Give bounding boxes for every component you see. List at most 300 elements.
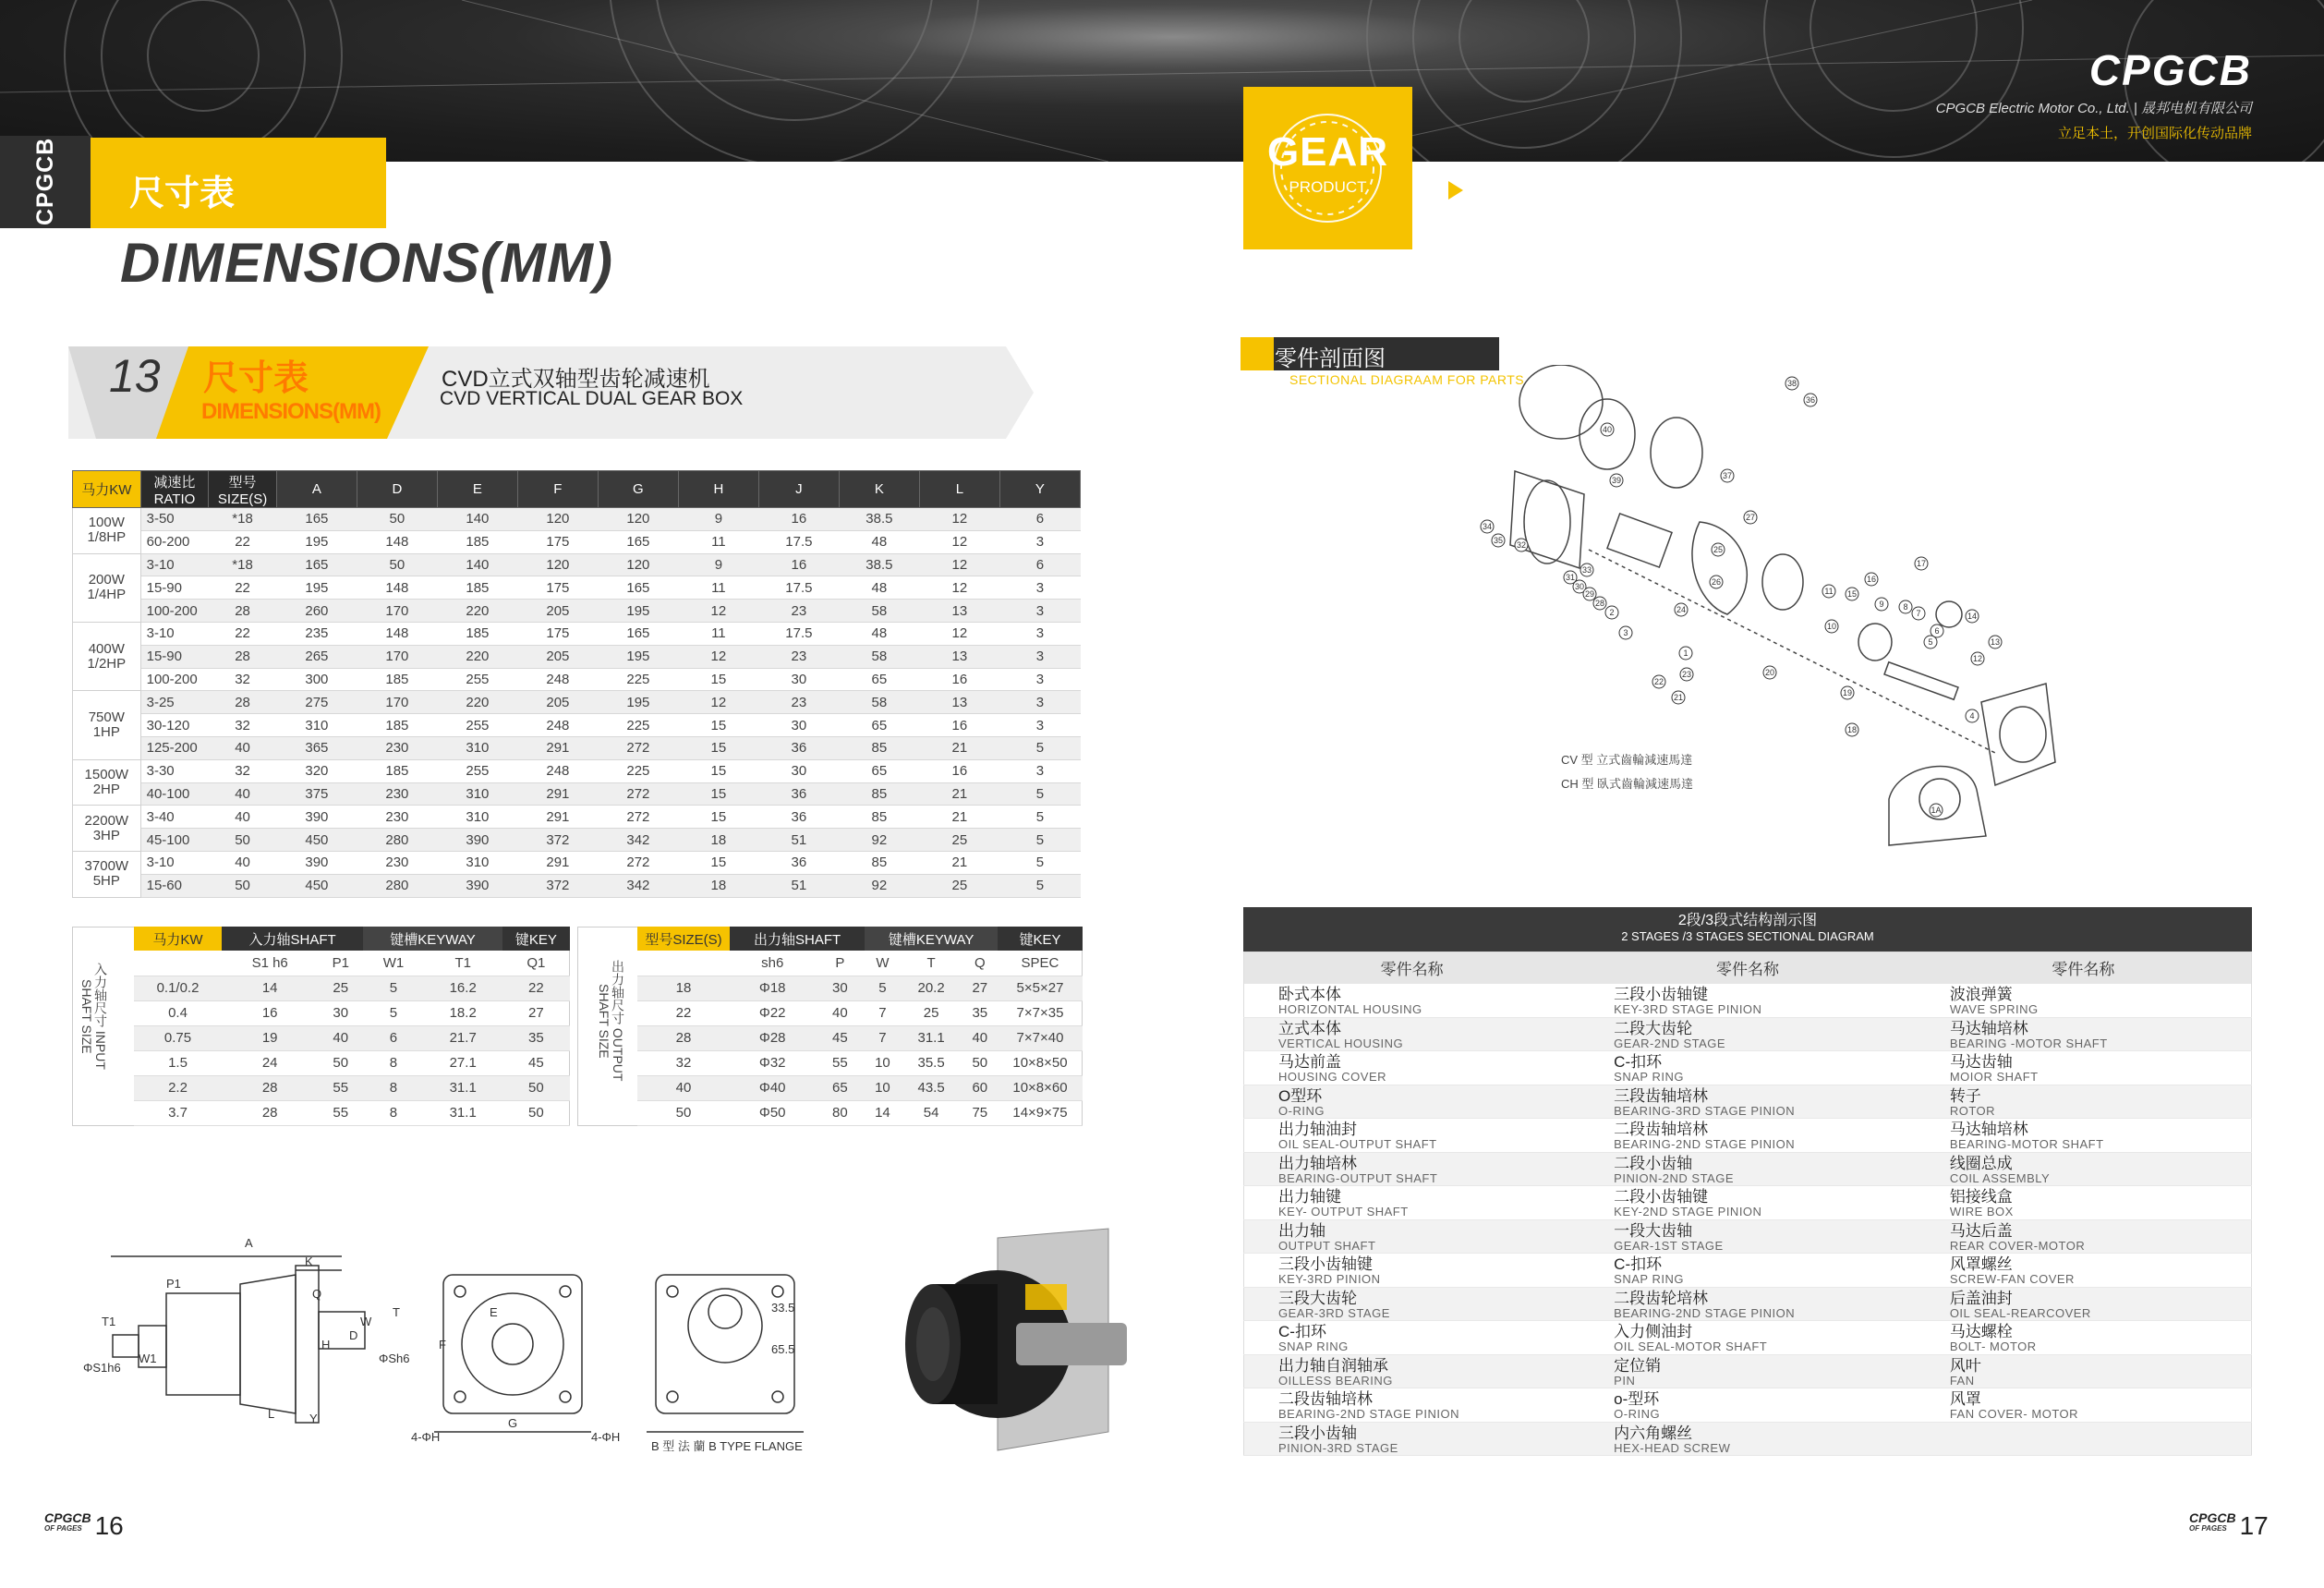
- dimension-cell: 13: [919, 691, 999, 714]
- dim-label-t: T: [393, 1305, 400, 1319]
- parts-row: [1244, 1085, 2252, 1119]
- part-name-en: GEAR-3RD STAGE: [1278, 1305, 1390, 1320]
- callout-number: 33: [1581, 565, 1592, 575]
- footer-logo: CPGCB OF PAGES: [2189, 1510, 2236, 1533]
- shaft-cell: 40: [318, 1025, 363, 1050]
- dim-label-hole1: 4-ΦH: [411, 1430, 441, 1444]
- section-label-en: DIMENSIONS(MM): [201, 399, 381, 424]
- parts-section-title-en: SECTIONAL DIAGRAAM FOR PARTS: [1289, 372, 1525, 387]
- dim-label-w1: W1: [139, 1352, 157, 1365]
- part-name-en: OILLESS BEARING: [1278, 1373, 1393, 1388]
- callout-number: 25: [1713, 545, 1724, 554]
- input_table-row: [134, 1100, 570, 1125]
- shaft-cell: Φ22: [730, 1000, 815, 1025]
- part-name-cell: [1916, 1287, 2252, 1321]
- callout-number: 20: [1764, 668, 1775, 677]
- dimension-cell: 28: [209, 691, 277, 714]
- part-name-cell: [1244, 1219, 1580, 1254]
- dimension-cell: 390: [437, 829, 517, 852]
- dimension-cell: 25: [919, 829, 999, 852]
- shaft-cell: 55: [318, 1075, 363, 1100]
- dimension-cell: 40: [209, 782, 277, 806]
- part-name-zh: 后盖油封: [1949, 1289, 2013, 1307]
- part-name-zh: 风罩螺丝: [1949, 1255, 2013, 1273]
- dimension-cell: 280: [357, 874, 437, 897]
- dimension-row: [73, 508, 1081, 531]
- dimension-cell: 21: [919, 851, 999, 874]
- part-name-en: PIN: [1614, 1373, 1636, 1388]
- dimension-cell: 30: [758, 759, 839, 782]
- power-watts: 3700W: [84, 858, 129, 875]
- dimension-cell: 3: [999, 691, 1080, 714]
- shaft-cell: 20.2: [901, 976, 962, 1000]
- dimension-cell: 21: [919, 736, 999, 759]
- part-name-cell: [1580, 1186, 1916, 1220]
- input_table-row: [134, 1050, 570, 1075]
- dimension-cell: 230: [357, 851, 437, 874]
- shaft-cell: 28: [222, 1075, 318, 1100]
- shaft-cell: 35: [962, 1000, 998, 1025]
- dimension-cell: 9: [678, 553, 758, 576]
- dimension-row: [73, 622, 1081, 645]
- dimension-cell: 16: [919, 714, 999, 737]
- shaft-cell: 28: [637, 1025, 730, 1050]
- shaft-cell: 45: [815, 1025, 865, 1050]
- dimension-row: [73, 668, 1081, 691]
- housing-cover-part: [1692, 522, 1747, 614]
- shaft-cell: 50: [502, 1075, 570, 1100]
- dimension-cell: 58: [839, 691, 919, 714]
- flange-view-drawing: [434, 1275, 591, 1432]
- dim-label-g: G: [508, 1416, 518, 1430]
- power-rating-cell: [73, 622, 141, 690]
- shaft-cell: 28: [222, 1100, 318, 1125]
- output_table-row: [637, 1000, 1083, 1025]
- dimension-cell: 248: [517, 714, 598, 737]
- dimension-cell: *18: [209, 553, 277, 576]
- output-header-shaft: 出力轴SHAFT: [730, 927, 865, 951]
- shaft-cell: 18: [637, 976, 730, 1000]
- dimension-cell: 3: [999, 714, 1080, 737]
- shaft-cell: 21.7: [424, 1025, 502, 1050]
- dimension-col-header: D: [357, 471, 437, 508]
- dimension-cell: 51: [758, 829, 839, 852]
- dimension-row: [73, 600, 1081, 623]
- part-name-cell: [1244, 1017, 1580, 1051]
- dimension-cell: 310: [437, 782, 517, 806]
- dimension-cell: 100-200: [140, 600, 209, 623]
- callout-number: 17: [1916, 559, 1927, 568]
- part-name-cell: [1916, 1186, 2252, 1220]
- part-name-en: OIL SEAL-MOTOR SHAFT: [1614, 1339, 1768, 1353]
- dimension-cell: 32: [209, 759, 277, 782]
- part-name-zh: C-扣环: [1278, 1323, 1326, 1340]
- part-name-zh: 马达轴培林: [1949, 1019, 2028, 1037]
- dimension-cell: 92: [839, 874, 919, 897]
- dim-label-t1: T1: [102, 1315, 116, 1328]
- dimension-col-header: Y: [999, 471, 1080, 508]
- dimension-row: [73, 851, 1081, 874]
- shaft-cell: 30: [815, 976, 865, 1000]
- dimension-cell: 17.5: [758, 530, 839, 553]
- parts-row: [1244, 1354, 2252, 1388]
- dimension-cell: 185: [357, 714, 437, 737]
- callout-number: 18: [1846, 725, 1858, 734]
- dim-label-s1h6: ΦS1h6: [83, 1361, 121, 1375]
- dimension-cell: 170: [357, 600, 437, 623]
- subheader-cell: W1: [363, 951, 423, 976]
- dimension-cell: 32: [209, 668, 277, 691]
- dimension-row: [73, 530, 1081, 553]
- dimension-cell: 15-90: [140, 645, 209, 668]
- callout-number: 13: [1990, 637, 2001, 647]
- part-name-cell: [1580, 1254, 1916, 1288]
- callout-number: 38: [1786, 379, 1797, 388]
- dimension-cell: 65: [839, 668, 919, 691]
- dimension-cell: 195: [276, 576, 357, 600]
- dim-label-hole2: 4-ΦH: [591, 1430, 621, 1444]
- callout-number: 1: [1683, 649, 1689, 658]
- part-name-en: VERTICAL HOUSING: [1278, 1036, 1404, 1050]
- shaft-cell: 32: [637, 1050, 730, 1075]
- subheader-cell: S1 h6: [222, 951, 318, 976]
- callout-number: 10: [1826, 622, 1837, 631]
- dimension-cell: 40: [209, 851, 277, 874]
- part-name-cell: [1580, 1354, 1916, 1388]
- part-name-en: KEY-3RD PINION: [1278, 1272, 1381, 1286]
- shaft-cell: 43.5: [901, 1075, 962, 1100]
- shaft-cell: 55: [815, 1050, 865, 1075]
- dimension-cell: 12: [919, 530, 999, 553]
- dimension-cell: 58: [839, 600, 919, 623]
- dimension-col-header: 减速比RATIO: [140, 471, 209, 508]
- dimension-cell: 372: [517, 874, 598, 897]
- shaft-cell: 25: [901, 1000, 962, 1025]
- part-name-en: GEAR-2ND STAGE: [1614, 1036, 1726, 1050]
- shaft-cell: 24: [222, 1050, 318, 1075]
- dimension-cell: 120: [517, 508, 598, 531]
- callout-number: 39: [1611, 476, 1622, 485]
- parts-row: [1244, 1152, 2252, 1186]
- dimension-cell: 165: [598, 530, 678, 553]
- dimension-cell: 195: [276, 530, 357, 553]
- part-name-zh: 马达轴培林: [1949, 1121, 2028, 1138]
- part-name-cell: [1244, 1388, 1580, 1423]
- input-shaft-side-label: 入力轴尺寸 INPUT SHAFT SIZE: [79, 963, 108, 1070]
- part-name-cell: [1244, 1254, 1580, 1288]
- dimension-col-header: J: [758, 471, 839, 508]
- subheader-cell: SPEC: [998, 951, 1083, 976]
- dimension-cell: 5: [999, 829, 1080, 852]
- part-name-en: BOLT- MOTOR: [1949, 1339, 2037, 1353]
- part-name-cell: [1916, 1085, 2252, 1119]
- callout-number: 7: [1916, 609, 1921, 618]
- dimension-cell: 255: [437, 714, 517, 737]
- dimension-cell: 30: [758, 668, 839, 691]
- part-name-zh: 出力轴油封: [1278, 1121, 1357, 1138]
- input_table-row: [134, 1000, 570, 1025]
- dimension-cell: *18: [209, 508, 277, 531]
- dimension-cell: 235: [276, 622, 357, 645]
- footer-logo: CPGCB OF PAGES: [44, 1510, 91, 1533]
- dimension-cell: 185: [357, 668, 437, 691]
- part-name-zh: 定位销: [1614, 1356, 1662, 1375]
- callout-number: 19: [1842, 688, 1853, 697]
- dimension-cell: 23: [758, 600, 839, 623]
- dimension-cell: 23: [758, 691, 839, 714]
- dimension-cell: 225: [598, 759, 678, 782]
- part-name-en: SNAP RING: [1614, 1272, 1684, 1286]
- parts-row: [1244, 984, 2252, 1018]
- part-name-zh: C-扣环: [1614, 1255, 1663, 1273]
- shaft-cell: 14: [865, 1100, 900, 1125]
- dim-label-d: D: [349, 1328, 358, 1342]
- dimension-cell: 3-10: [140, 553, 209, 576]
- dimension-cell: 23: [758, 645, 839, 668]
- dimension-col-header: E: [437, 471, 517, 508]
- part-name-en: ROTOR: [1949, 1103, 1996, 1118]
- page-title-en: DIMENSIONS(MM): [120, 232, 613, 294]
- dimension-cell: 148: [357, 576, 437, 600]
- callout-number: 15: [1846, 589, 1858, 599]
- dimension-cell: 12: [919, 576, 999, 600]
- power-watts: 2200W: [84, 812, 129, 829]
- power-rating-cell: [73, 759, 141, 806]
- dimension-cell: 18: [678, 874, 758, 897]
- output-shaft-table: [637, 927, 1083, 1126]
- dimension-cell: 6: [999, 553, 1080, 576]
- part-name-cell: [1580, 1321, 1916, 1355]
- dimension-cell: 260: [276, 600, 357, 623]
- part-name-en: MOIOR SHAFT: [1949, 1070, 2039, 1084]
- dimension-cell: 36: [758, 806, 839, 829]
- shaft-cell: 31.1: [901, 1025, 962, 1050]
- shaft-cell: 0.1/0.2: [134, 976, 222, 1000]
- shaft-cell: 8: [363, 1050, 423, 1075]
- dimension-row: [73, 714, 1081, 737]
- dimension-cell: 272: [598, 806, 678, 829]
- shaft-cell: 22: [637, 1000, 730, 1025]
- dimension-cell: 30-120: [140, 714, 209, 737]
- input-shaft-table: [134, 927, 570, 1126]
- part-name-cell: [1580, 984, 1916, 1018]
- part-name-zh: o-型环: [1614, 1390, 1660, 1408]
- subheader-cell: Q1: [502, 951, 570, 976]
- dimension-cell: 148: [357, 530, 437, 553]
- technical-drawings: [74, 1219, 1127, 1469]
- dimension-cell: 205: [517, 600, 598, 623]
- dimension-col-header: A: [276, 471, 357, 508]
- dimension-cell: 85: [839, 736, 919, 759]
- dimension-cell: 272: [598, 782, 678, 806]
- dimension-row: [73, 553, 1081, 576]
- cv-type-note: CV 型 立式齒輪減速馬達: [1561, 753, 1693, 767]
- dimension-cell: 85: [839, 782, 919, 806]
- dimension-cell: 3: [999, 622, 1080, 645]
- part-name-en: HOUSING COVER: [1278, 1070, 1387, 1084]
- parts-table-header: [1244, 952, 2252, 984]
- shaft-cell: 31.1: [424, 1075, 502, 1100]
- part-name-zh: 入力侧油封: [1614, 1323, 1693, 1340]
- dimension-cell: 185: [437, 576, 517, 600]
- footer-left: [44, 1511, 124, 1541]
- dimension-cell: 3: [999, 530, 1080, 553]
- dimension-cell: 15: [678, 736, 758, 759]
- part-name-en: O-RING: [1614, 1407, 1661, 1421]
- dimension-cell: 21: [919, 806, 999, 829]
- dimension-cell: 6: [999, 508, 1080, 531]
- shaft-cell: 7: [865, 1025, 900, 1050]
- part-name-en: PINION-2ND STAGE: [1614, 1170, 1735, 1185]
- callout-number: 6: [1934, 626, 1940, 636]
- dimension-cell: 230: [357, 806, 437, 829]
- part-name-en: PINION-3RD STAGE: [1278, 1440, 1398, 1455]
- input_table-row: [134, 1075, 570, 1100]
- dimension-cell: 265: [276, 645, 357, 668]
- shaft-cell: 50: [637, 1100, 730, 1125]
- dimension-cell: 15-60: [140, 874, 209, 897]
- dim-label-w: W: [360, 1315, 372, 1328]
- dimension-cell: 390: [276, 806, 357, 829]
- section-label-zh: 尺寸表: [203, 359, 309, 398]
- shaft-cell: 2.2: [134, 1075, 222, 1100]
- dimension-cell: 140: [437, 553, 517, 576]
- dimension-cell: 40-100: [140, 782, 209, 806]
- dimension-cell: 11: [678, 530, 758, 553]
- shaft-cell: 35: [502, 1025, 570, 1050]
- part-name-cell: [1244, 1152, 1580, 1186]
- shaft-cell: 45: [502, 1050, 570, 1075]
- part-name-en: HEX-HEAD SCREW: [1614, 1440, 1731, 1455]
- dimension-cell: 3-30: [140, 759, 209, 782]
- brand-tagline: 立足本土，开创国际化传动品牌: [2057, 126, 2252, 141]
- parts-row: [1244, 1017, 2252, 1051]
- output-header-key: 键KEY: [998, 927, 1083, 951]
- shaft-cell: 8: [363, 1075, 423, 1100]
- part-name-en: SNAP RING: [1278, 1339, 1349, 1353]
- part-name-en: SCREW-FAN COVER: [1949, 1272, 2075, 1286]
- part-name-cell: [1580, 1422, 1916, 1456]
- part-name-zh: 二段齿轴培林: [1614, 1121, 1709, 1138]
- dim-label-sh6: ΦSh6: [379, 1352, 410, 1365]
- dimension-cell: 165: [598, 576, 678, 600]
- part-name-cell: [1916, 1321, 2252, 1355]
- dimension-cell: 248: [517, 668, 598, 691]
- dimension-cell: 25: [919, 874, 999, 897]
- page-number-right: 17: [2239, 1511, 2269, 1540]
- part-name-cell: [1916, 984, 2252, 1018]
- dimension-cell: 3: [999, 759, 1080, 782]
- dimension-cell: 310: [437, 851, 517, 874]
- callout-number: 24: [1676, 605, 1687, 614]
- dimension-cell: 5: [999, 806, 1080, 829]
- power-watts: 400W: [88, 640, 125, 657]
- parts-col-header: 零件名称: [1916, 952, 2252, 984]
- dimension-cell: 12: [678, 645, 758, 668]
- part-name-en: REAR COVER-MOTOR: [1949, 1238, 2086, 1253]
- input-header-keyway: 键槽KEYWAY: [363, 927, 502, 951]
- dimension-cell: 5: [999, 851, 1080, 874]
- dimension-cell: 3: [999, 645, 1080, 668]
- dimension-cell: 310: [437, 736, 517, 759]
- company-name: CPGCB Electric Motor Co., Ltd. | 晟邦电机有限公司: [1935, 101, 2252, 116]
- dimension-cell: 17.5: [758, 622, 839, 645]
- shaft-cell: 40: [962, 1025, 998, 1050]
- part-name-zh: 出力轴: [1278, 1221, 1325, 1240]
- dimension-cell: 248: [517, 759, 598, 782]
- footer-sub: OF PAGES: [44, 1524, 82, 1533]
- dimension-cell: 12: [919, 553, 999, 576]
- output-shaft-side-label: 出力轴尺寸 OUTPUT SHAFT SIZE: [597, 960, 625, 1082]
- dimension-cell: 342: [598, 829, 678, 852]
- rear-cover-part: [1651, 418, 1702, 488]
- dimension-cell: 16: [919, 668, 999, 691]
- dimension-cell: 50: [209, 874, 277, 897]
- dimension-row: [73, 829, 1081, 852]
- power-hp: 1/4HP: [87, 587, 127, 603]
- shaft-cell: 10×8×50: [998, 1050, 1083, 1075]
- dimension-cell: 148: [357, 622, 437, 645]
- shaft-cell: 65: [815, 1075, 865, 1100]
- shaft-cell: 7×7×40: [998, 1025, 1083, 1050]
- dimension-cell: 28: [209, 600, 277, 623]
- part-name-cell: [1580, 1152, 1916, 1186]
- parts-name-table: [1243, 952, 2252, 1456]
- dimension-cell: 15: [678, 851, 758, 874]
- callout-number: 11: [1824, 587, 1834, 596]
- power-hp: 5HP: [92, 873, 120, 890]
- dimension-cell: 11: [678, 622, 758, 645]
- part-name-zh: 出力轴键: [1278, 1188, 1341, 1206]
- dimension-cell: 38.5: [839, 508, 919, 531]
- parts-row: [1244, 1219, 2252, 1254]
- part-name-en: OIL SEAL-OUTPUT SHAFT: [1278, 1137, 1437, 1151]
- dimension-cell: 291: [517, 806, 598, 829]
- shaft-cell: 10: [865, 1075, 900, 1100]
- shaft-cell: 5: [363, 976, 423, 1000]
- dimension-cell: 40: [209, 806, 277, 829]
- dimension-cell: 185: [437, 530, 517, 553]
- part-name-en: OUTPUT SHAFT: [1278, 1238, 1376, 1253]
- dimension-cell: 120: [598, 553, 678, 576]
- subheader-cell: [637, 951, 730, 976]
- dimension-cell: 272: [598, 851, 678, 874]
- part-name-cell: [1916, 1017, 2252, 1051]
- dimension-cell: 291: [517, 851, 598, 874]
- part-name-en: BEARING-2ND STAGE PINION: [1614, 1305, 1796, 1320]
- dimension-cell: 12: [919, 508, 999, 531]
- dim-label-65-5: 65.5: [771, 1342, 795, 1356]
- parts-table-title-zh: 2段/3段式结构剖示图: [1677, 913, 1818, 928]
- shaft-cell: 10×8×60: [998, 1075, 1083, 1100]
- dimension-col-header: K: [839, 471, 919, 508]
- dimension-cell: 18: [678, 829, 758, 852]
- ch-type-note: CH 型 臥式齒輪減速馬達: [1561, 777, 1694, 791]
- dimension-cell: 255: [437, 668, 517, 691]
- dimension-cell: 36: [758, 851, 839, 874]
- fan-cover-part: [1519, 365, 1603, 439]
- dimension-cell: 3-10: [140, 622, 209, 645]
- shaft-cell: 19: [222, 1025, 318, 1050]
- dimension-cell: 16: [919, 759, 999, 782]
- shaft-cell: 80: [815, 1100, 865, 1125]
- subheader-cell: [134, 951, 222, 976]
- part-name-en: KEY-3RD STAGE PINION: [1614, 1001, 1762, 1016]
- parts-row: [1244, 1119, 2252, 1153]
- dimension-cell: 320: [276, 759, 357, 782]
- parts-row: [1244, 1422, 2252, 1456]
- gearbox-photo: [905, 1229, 1127, 1450]
